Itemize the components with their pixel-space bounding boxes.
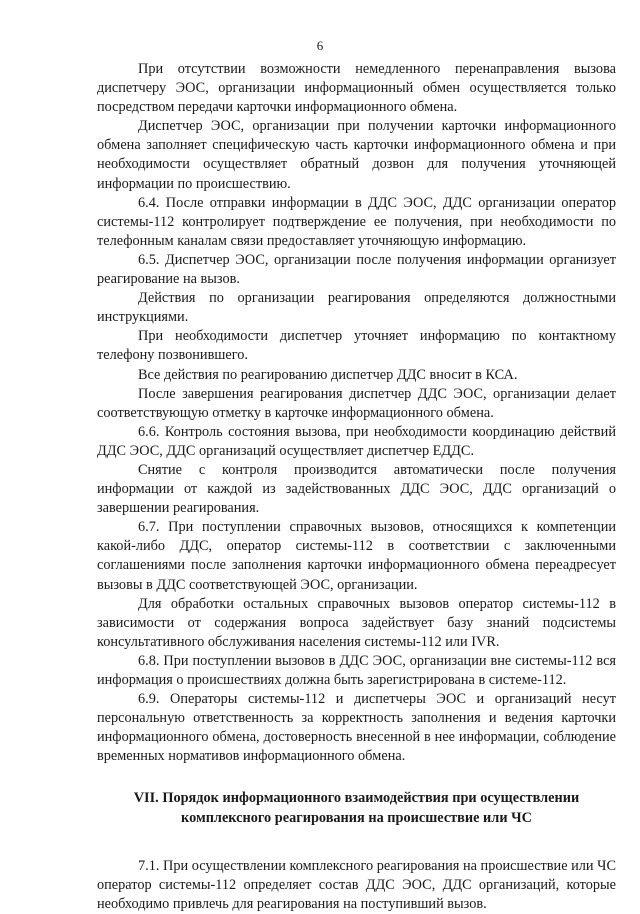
paragraph-7-1: 7.1. При осуществлении комплексного реагирования на происшествие или ЧС оператор системы-112 определяет состав ДДС ЭОС, ДДС организаций, которые необходимо привлечь для реагирования на поступивший вызов.	[97, 857, 616, 912]
paragraph: Снятие с контроля производится автоматически после получения информации от каждой из задействованных ДДС ЭОС, ДДС организаций о завершении реагирования.	[97, 461, 616, 517]
paragraph-6-9: 6.9. Операторы системы-112 и диспетчеры ЭОС и организаций несут персональную ответственность за корректность заполнения и ведения карточки информационного обмена, достоверность внесенной в нее информации, соблюдение временных нормативов информационного обмена.	[97, 691, 616, 765]
section-heading-line-1: VII. Порядок информационного взаимодействия при осуществлении	[133, 790, 580, 807]
paragraph: Действия по организации реагирования определяются должностными инструкциями.	[97, 290, 616, 326]
page-number: 6	[316, 38, 324, 53]
document-body	[97, 60, 616, 914]
section-heading-line-2: комплексного реагирования на происшествие или ЧС	[181, 809, 532, 826]
paragraph-6-7: 6.7. При поступлении справочных вызовов, относящихся к компетенции какой-либо ДДС, оператор системы-112 в соответствии с заключенными соглашениями после заполнения карточки информационного обмена переадресует вызовы в ДДС соответствующей ЭОС, организации.	[97, 519, 616, 593]
paragraph: Диспетчер ЭОС, организации при получении карточки информационного обмена заполняет специфическую часть карточки информационного обмена и при необходимости осуществляет обратный дозвон для получения уточняющей информации по происшествию.	[97, 118, 616, 192]
paragraph: При необходимости диспетчер уточняет информацию по контактному телефону позвонившего.	[97, 328, 616, 364]
paragraph: После завершения реагирования диспетчер ДДС ЭОС, организации делает соответствующую отметку в карточке информационного обмена.	[97, 385, 616, 421]
paragraph: При отсутствии возможности немедленного перенаправления вызова диспетчеру ЭОС, организации информационный обмен осуществляется только посредством передачи карточки информационного обмена.	[97, 61, 616, 116]
section-heading	[97, 789, 616, 827]
paragraph-6-5: 6.5. Диспетчер ЭОС, организации после получения информации организует реагирование на вызов.	[97, 251, 616, 288]
paragraph-6-6: 6.6. Контроль состояния вызова, при необходимости координацию действий ДДС ЭОС, ДДС организаций осуществляет диспетчер ЕДДС.	[97, 423, 616, 459]
paragraph-6-8: 6.8. При поступлении вызовов в ДДС ЭОС, организации вне системы-112 вся информация о происшествиях должна быть зарегистрирована в системе-112.	[97, 652, 616, 688]
paragraph-6-4: 6.4. После отправки информации в ДДС ЭОС, ДДС организации оператор системы-112 контролирует подтверждение ее получения, при необходимости по телефонным каналам связи предоставляет уточняющую информацию.	[97, 194, 616, 249]
paragraph: Для обработки остальных справочных вызовов оператор системы-112 в зависимости от содержания вопроса задействует базу знаний подсистемы консультативного обслуживания населения системы-112 или IVR.	[97, 595, 616, 650]
paragraph: Все действия по реагированию диспетчер ДДС вносит в КСА.	[138, 366, 518, 383]
